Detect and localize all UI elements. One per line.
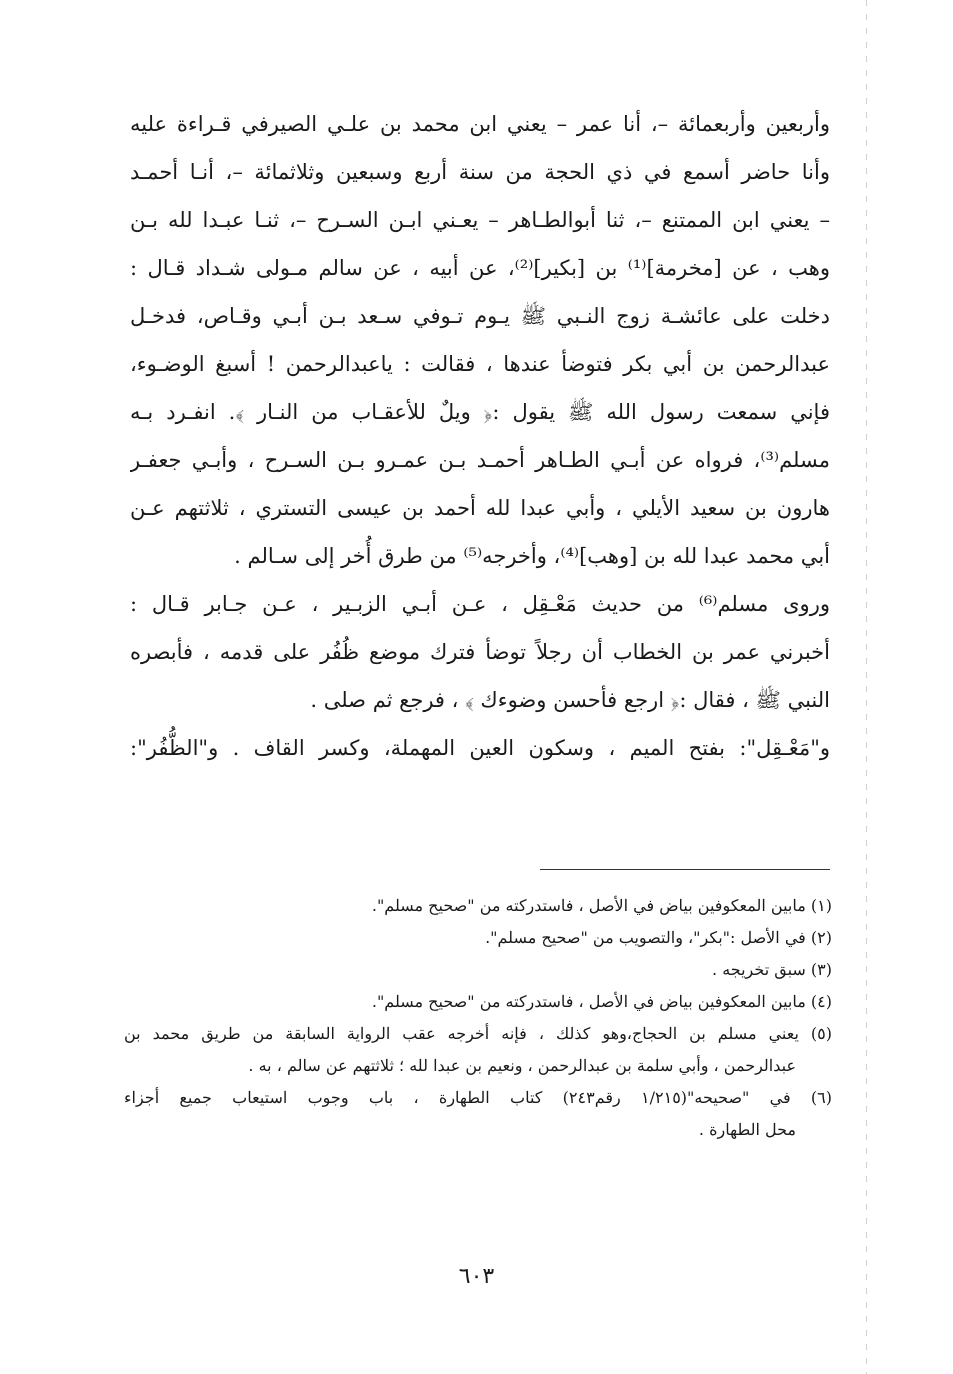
- footnote: (١) مابين المعكوفين بياض في الأصل ، فاستدركته من "صحيح مسلم".: [371, 896, 832, 915]
- footnote: (٣) سبق تخريجه .: [712, 960, 832, 979]
- text-line: وهب ، عن [مخرمة]⁽¹⁾ بن [بكير]⁽²⁾، عن أبيه ، عن سالم مـولى شـداد قـال :: [130, 256, 830, 280]
- footnotes: [124, 890, 832, 1146]
- main-text: [130, 100, 830, 772]
- text-line: وأنا حاضر أسمع في ذي الحجة من سنة أربع وسبعين وثلاثمائة –، أنـا أحمـد: [130, 160, 830, 184]
- text-line: هارون بن سعيد الأيلي ، وأبي عبدا لله أحمد بن عيسى التستري ، ثلاثتهم عـن: [130, 496, 830, 520]
- footnote-continuation: محل الطهارة .: [698, 1120, 796, 1139]
- text-line: وأربعين وأربعمائة –، أنا عمر – يعني ابن محمد بن علـي الصيرفي قـراءة عليه: [130, 112, 830, 136]
- text-line: فإني سمعت رسول الله ﷺ يقول :﴿ ويلٌ للأعقـاب من النـار ﴾. انفـرد بـه: [130, 400, 830, 424]
- text-line: أبي محمد عبدا لله بن [وهب]⁽⁴⁾، وأخرجه⁽⁵⁾ من طرق أُخر إلى سـالم .: [234, 544, 830, 568]
- text-line: و"مَعْـقِل": بفتح الميم ، وسكون العين المهملة، وكسر القاف . و"الظُّفُر":: [130, 736, 830, 760]
- page-number: ٦٠٣: [458, 1264, 495, 1289]
- footnote-separator: [540, 869, 830, 870]
- text-line: عبدالرحمن بن أبي بكر فتوضأ عندها ، فقالت : ياعبدالرحمن ! أسبغ الوضـوء،: [130, 352, 830, 376]
- footnote: (٥) يعني مسلم بن الحجاج،وهو كذلك ، فإنه أخرجه عقب الرواية السابقة من طريق محمد بن: [124, 1024, 832, 1043]
- text-line: – يعني ابن الممتنع –، ثنا أبوالطـاهر – يعـني ابـن السـرح –، ثنـا عبـدا لله بـن: [130, 208, 830, 232]
- text-line: أخبرني عمر بن الخطاب أن رجلاً توضأ فترك موضع ظُفُر على قدمه ، فأبصره: [130, 640, 830, 664]
- footnote: (٦) في "صحيحه"(١/٢١٥ رقم٢٤٣) كتاب الطهارة ، باب وجوب استيعاب جميع أجزاء: [124, 1088, 832, 1107]
- text-line: دخلت على عائشـة زوج النـبي ﷺ يـوم تـوفي سـعد بـن أبـي وقـاص، فدخـل: [130, 304, 830, 328]
- footnote: (٢) في الأصل :"بكر"، والتصويب من "صحيح مسلم".: [485, 928, 832, 947]
- footnote: (٤) مابين المعكوفين بياض في الأصل ، فاستدركته من "صحيح مسلم".: [371, 992, 832, 1011]
- text-line: النبي ﷺ ، فقال :﴿ ارجع فأحسن وضوءك ﴾ ، فرجع ثم صلى .: [310, 688, 830, 712]
- footnote-continuation: عبدالرحمن ، وأبي سلمة بن عبدالرحمن ، ونعيم بن عبدا لله ؛ ثلاثتهم عن سالم ، به .: [248, 1056, 796, 1075]
- page-edge-line: [866, 0, 867, 1374]
- text-line: مسلم⁽³⁾، فرواه عن أبـي الطـاهر أحمـد بـن عمـرو بـن السـرح ، وأبـي جعفـر: [130, 448, 830, 472]
- text-line: وروى مسلم⁽⁶⁾ من حديث مَعْـقِل ، عـن أبـي الزبـير ، عـن جـابر قـال :: [130, 592, 830, 616]
